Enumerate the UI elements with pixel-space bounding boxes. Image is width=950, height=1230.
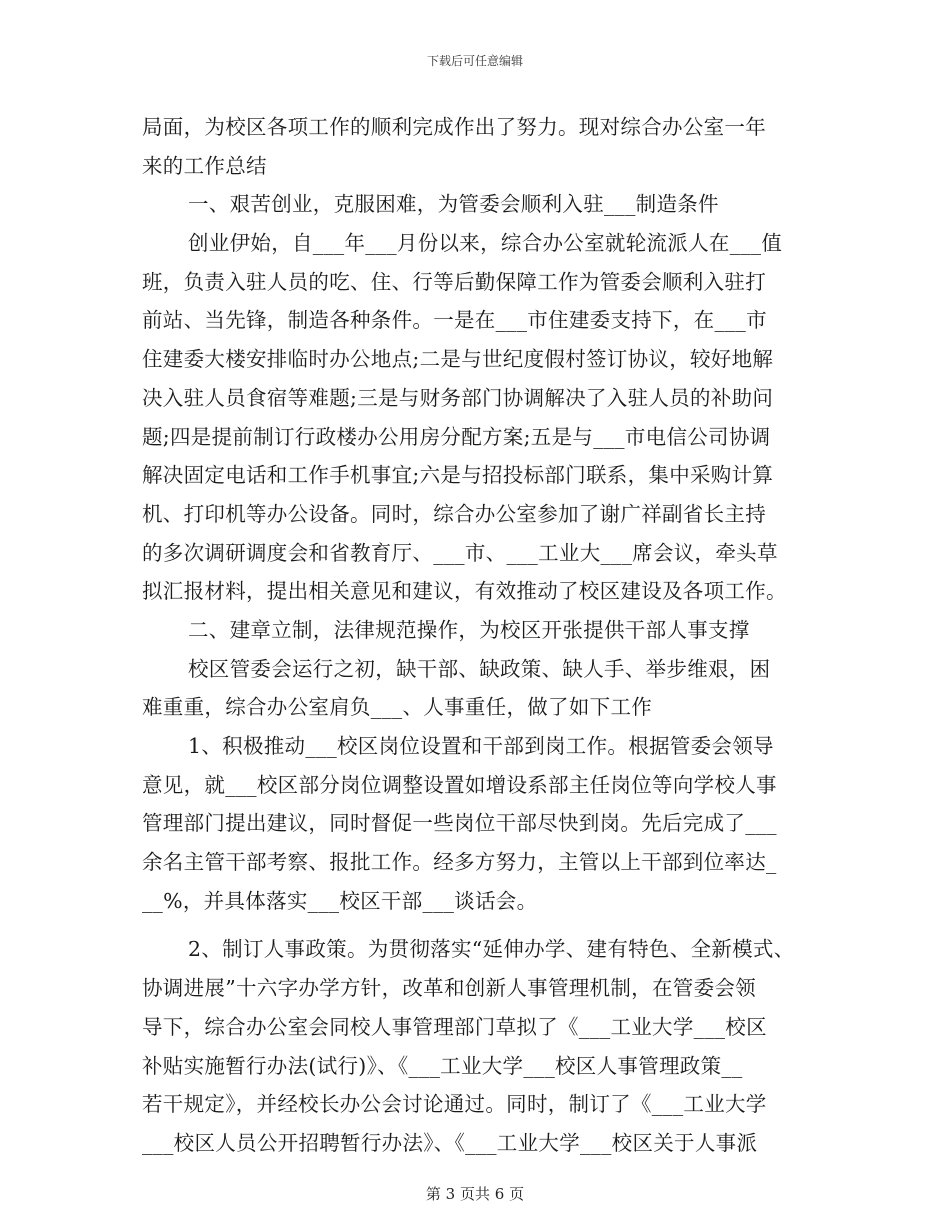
text-line: 来的工作总结: [142, 153, 267, 178]
text-line: ___校区人员公开招聘暂行办法》、《___工业大学___校区关于人事派: [142, 1130, 758, 1155]
text-line: 1、积极推动___校区岗位设置和干部到岗工作。根据管委会领导: [188, 734, 774, 758]
text-line: 的多次调研调度会和省教育厅、___市、___工业大___席会议，牵头草: [142, 540, 778, 565]
text-line: 二、建章立制，法律规范操作，为校区开张提供干部人事支撑: [188, 617, 750, 642]
text-line: 题;四是提前制订行政楼办公用房分配方案;五是与___市电信公司协调: [142, 424, 771, 449]
page-header: 下载后可任意编辑: [426, 54, 523, 68]
text-line: 拟汇报材料，提出相关意见和建议，有效推动了校区建设及各项工作。: [142, 579, 787, 604]
text-line: 管理部门提出建议，同时督促一些岗位干部尽快到岗。先后完成了___: [142, 811, 777, 836]
text-line: 决入驻人员食宿等难题;三是与财务部门协调解决了入驻人员的补助问: [142, 385, 774, 410]
page-footer: 第 3 页共 6 页: [425, 1185, 525, 1203]
document-body: [142, 108, 822, 1163]
text-line: 住建委大楼安排临时办公地点;二是与世纪度假村签订协议，较好地解: [142, 347, 774, 372]
text-line: 校区管委会运行之初，缺干部、缺政策、缺人手、举步维艰，困: [188, 656, 771, 681]
text-line: 导下，综合办公室会同校人事管理部门草拟了《___工业大学___校区: [142, 1014, 767, 1039]
text-line: 2、制订人事政策。为贯彻落实“延伸办学、建有特色、全新模式、: [188, 937, 795, 962]
text-line: 若干规定》，并经校长办公会讨论通过。同时，制订了《___工业大学: [142, 1092, 767, 1117]
text-line: 难重重，综合办公室肩负___、人事重任，做了如下工作: [142, 695, 653, 720]
text-line: __%，并具体落实___校区干部___谈话会。: [142, 888, 538, 913]
text-line: 机、打印机等办公设备。同时，综合办公室参加了谢广祥副省长主持: [142, 501, 766, 526]
text-line: 余名主管干部考察、报批工作。经多方努力，主管以上干部到位率达_: [142, 850, 777, 875]
text-line: 补贴实施暂行办法(试行)》、《___工业大学___校区人事管理政策__: [142, 1053, 743, 1078]
text-line: 班，负责入驻人员的吃、住、行等后勤保障工作为管委会顺利入驻打: [142, 269, 766, 294]
text-line: 前站、当先锋，制造各种条件。一是在___市住建委支持下，在___市: [142, 308, 767, 333]
text-line: 局面，为校区各项工作的顺利完成作出了努力。现对综合办公室一年: [142, 115, 766, 139]
text-line: 创业伊始，自___年___月份以来，综合办公室就轮流派人在___值: [188, 231, 783, 256]
text-line: 解决固定电话和工作手机事宜;六是与招投标部门联系，集中采购计算: [142, 463, 774, 488]
text-line: 协调进展”十六字办学方针，改革和创新人事管理机制，在管委会领: [142, 976, 756, 1001]
text-line: 一、艰苦创业，克服困难，为管委会顺利入驻___制造条件: [188, 192, 719, 217]
text-line: 意见，就___校区部分岗位调整设置如增设系部主任岗位等向学校人事: [142, 772, 777, 797]
